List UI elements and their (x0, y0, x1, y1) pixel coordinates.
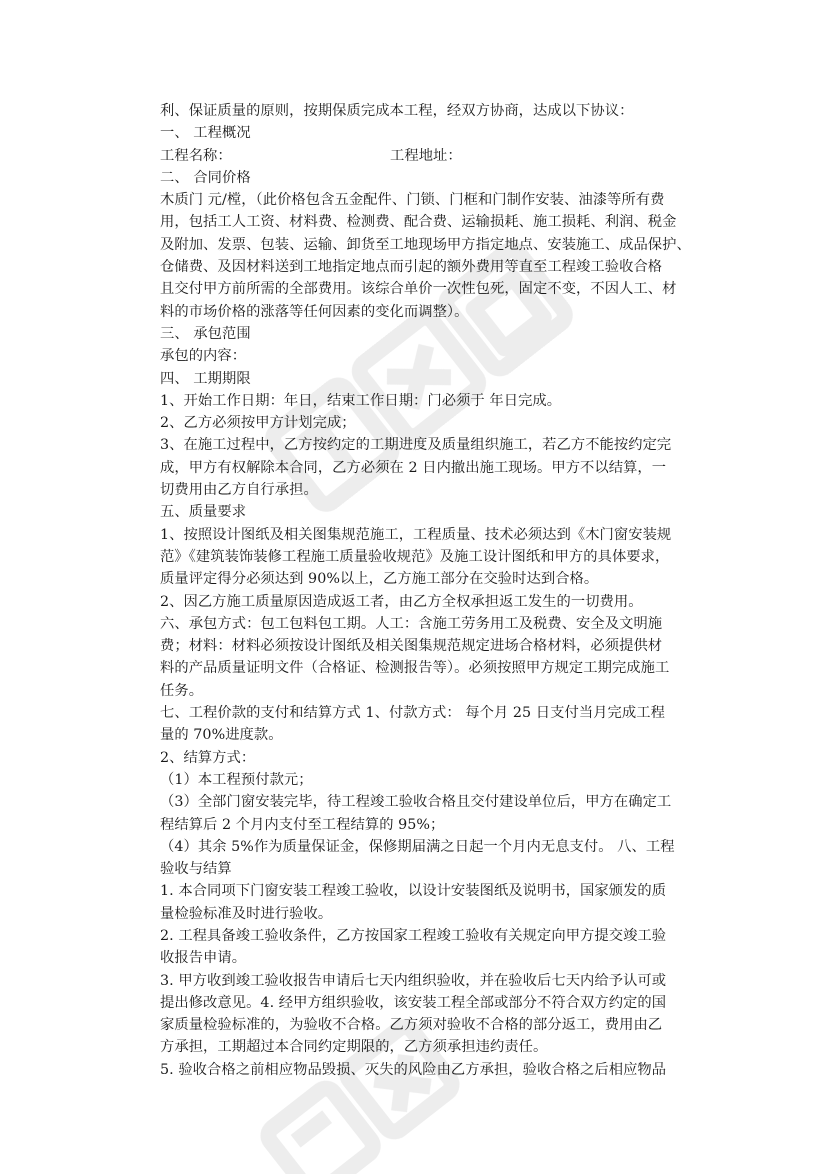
text-line: 提出修改意见。4. 经甲方组织验收，该安装工程全部或部分不符合双方约定的国 (160, 994, 667, 1011)
text-line: 二、 合同价格 (160, 169, 251, 186)
project-info-line (160, 145, 675, 167)
text-line: 1. 本合同项下门窗安装工程竣工验收，以设计安装图纸及说明书，国家颁发的质 (160, 883, 667, 900)
text-line: 七、工程价款的支付和结算方式 1、付款方式： 每个月 25 日支付当月完成工程 (160, 705, 665, 722)
text-line: 收报告申请。 (160, 950, 247, 967)
text-line: 且交付甲方前所需的全部费用。该综合单价一次性包死，固定不变，不因人工、材 (160, 281, 677, 298)
text-line: 程结算后 2 个月内支付至工程结算的 95%； (160, 816, 445, 833)
text-line: 仓储费、及因材料送到工地指定地点而引起的额外费用等直至工程竣工验收合格 (160, 259, 663, 276)
text-line: 2. 工程具备竣工验收条件，乙方按国家工程竣工验收有关规定向甲方提交竣工验 (160, 927, 667, 944)
project-address-label: 工程地址： (390, 147, 462, 164)
text-line: （3）全部门窗安装完毕，待工程竣工验收合格且交付建设单位后，甲方在确定工 (160, 794, 672, 811)
text-line: 切费用由乙方自行承担。 (160, 482, 318, 499)
text-line: 质量评定得分必须达到 90%以上，乙方施工部分在交验时达到合格。 (160, 571, 599, 588)
text-line: 量检验标准及时进行验收。 (160, 905, 333, 922)
text-line: 5. 验收合格之前相应物品毁损、灭失的风险由乙方承担，验收合格之后相应物品 (160, 1061, 667, 1078)
text-line: 料的市场价格的涨落等任何因素的变化而调整）。 (160, 303, 469, 320)
text-line: 量的 70%进度款。 (160, 727, 283, 744)
text-line: 六、承包方式：包工包料包工期。人工：含施工劳务用工及税费、安全及文明施 (160, 615, 663, 632)
text-line: （1）本工程预付款元； (160, 771, 313, 788)
text-line: 3. 甲方收到竣工验收报告申请后七天内组织验收，并在验收后七天内给予认可或 (160, 972, 667, 989)
text-line: 3、在施工过程中，乙方按约定的工期进度及质量组织施工，若乙方不能按约定完 (160, 437, 672, 454)
text-line: 费；材料：材料必须按设计图纸及相关图集规范规定进场合格材料，必须提供材 (160, 638, 663, 655)
text-line: 1、开始工作日期：年日，结束工作日期：门必须于 年日完成。 (160, 392, 562, 409)
text-line: 2、结算方式： (160, 749, 256, 766)
text-line: 利、保证质量的原则，按期保质完成本工程，经双方协商，达成以下协议： (160, 103, 634, 119)
text-line: 成，甲方有权解除本合同，乙方必须在 2 日内撤出施工现场。甲方不以结算，一 (160, 459, 667, 476)
text-line: 木质门 元/樘，（此价格包含五金配件、门锁、门框和门制作安装、油漆等所有费 (160, 192, 665, 209)
text-line: 验收与结算 (160, 861, 232, 878)
text-line: 用，包括工人工资、材料费、检测费、配合费、运输损耗、施工损耗、利润、税金 (160, 214, 677, 231)
text-line: 料的产品质量证明文件（合格证、检测报告等）。必须按照甲方规定工期完成施工 (160, 660, 670, 677)
document-body (160, 100, 691, 1081)
text-line: （4）其余 5%作为质量保证金，保修期届满之日起一个月内无息支付。 八、工程 (160, 838, 675, 855)
text-line: 任务。 (160, 682, 204, 699)
text-line: 2、乙方必须按甲方计划完成； (160, 415, 356, 432)
text-line: 一、 工程概况 (160, 125, 251, 142)
text-line: 四、 工期期限 (160, 370, 251, 387)
text-line: 范》《建筑装饰装修工程施工质量验收规范》及施工设计图纸和甲方的具体要求， (160, 548, 670, 565)
text-line: 承包的内容： (160, 348, 247, 365)
text-line: 家质量检验标准的，为验收不合格。乙方须对验收不合格的部分返工，费用由乙 (160, 1017, 663, 1034)
text-line: 三、 承包范围 (160, 325, 251, 342)
project-name-label: 工程名称： (160, 147, 232, 164)
text-line: 五、质量要求 (160, 504, 247, 521)
text-line: 2、因乙方施工质量原因造成返工者，由乙方全权承担返工发生的一切费用。 (160, 593, 643, 610)
text-line: 方承担，工期超过本合同约定期限的，乙方须承担违约责任。 (160, 1039, 548, 1056)
text-line: 及附加、发票、包装、运输、卸货至工地现场甲方指定地点、安装施工、成品保护、 (160, 236, 691, 253)
text-line: 1、按照设计图纸及相关图集规范施工，工程质量、技术必须达到《木门窗安装规 (160, 526, 672, 543)
